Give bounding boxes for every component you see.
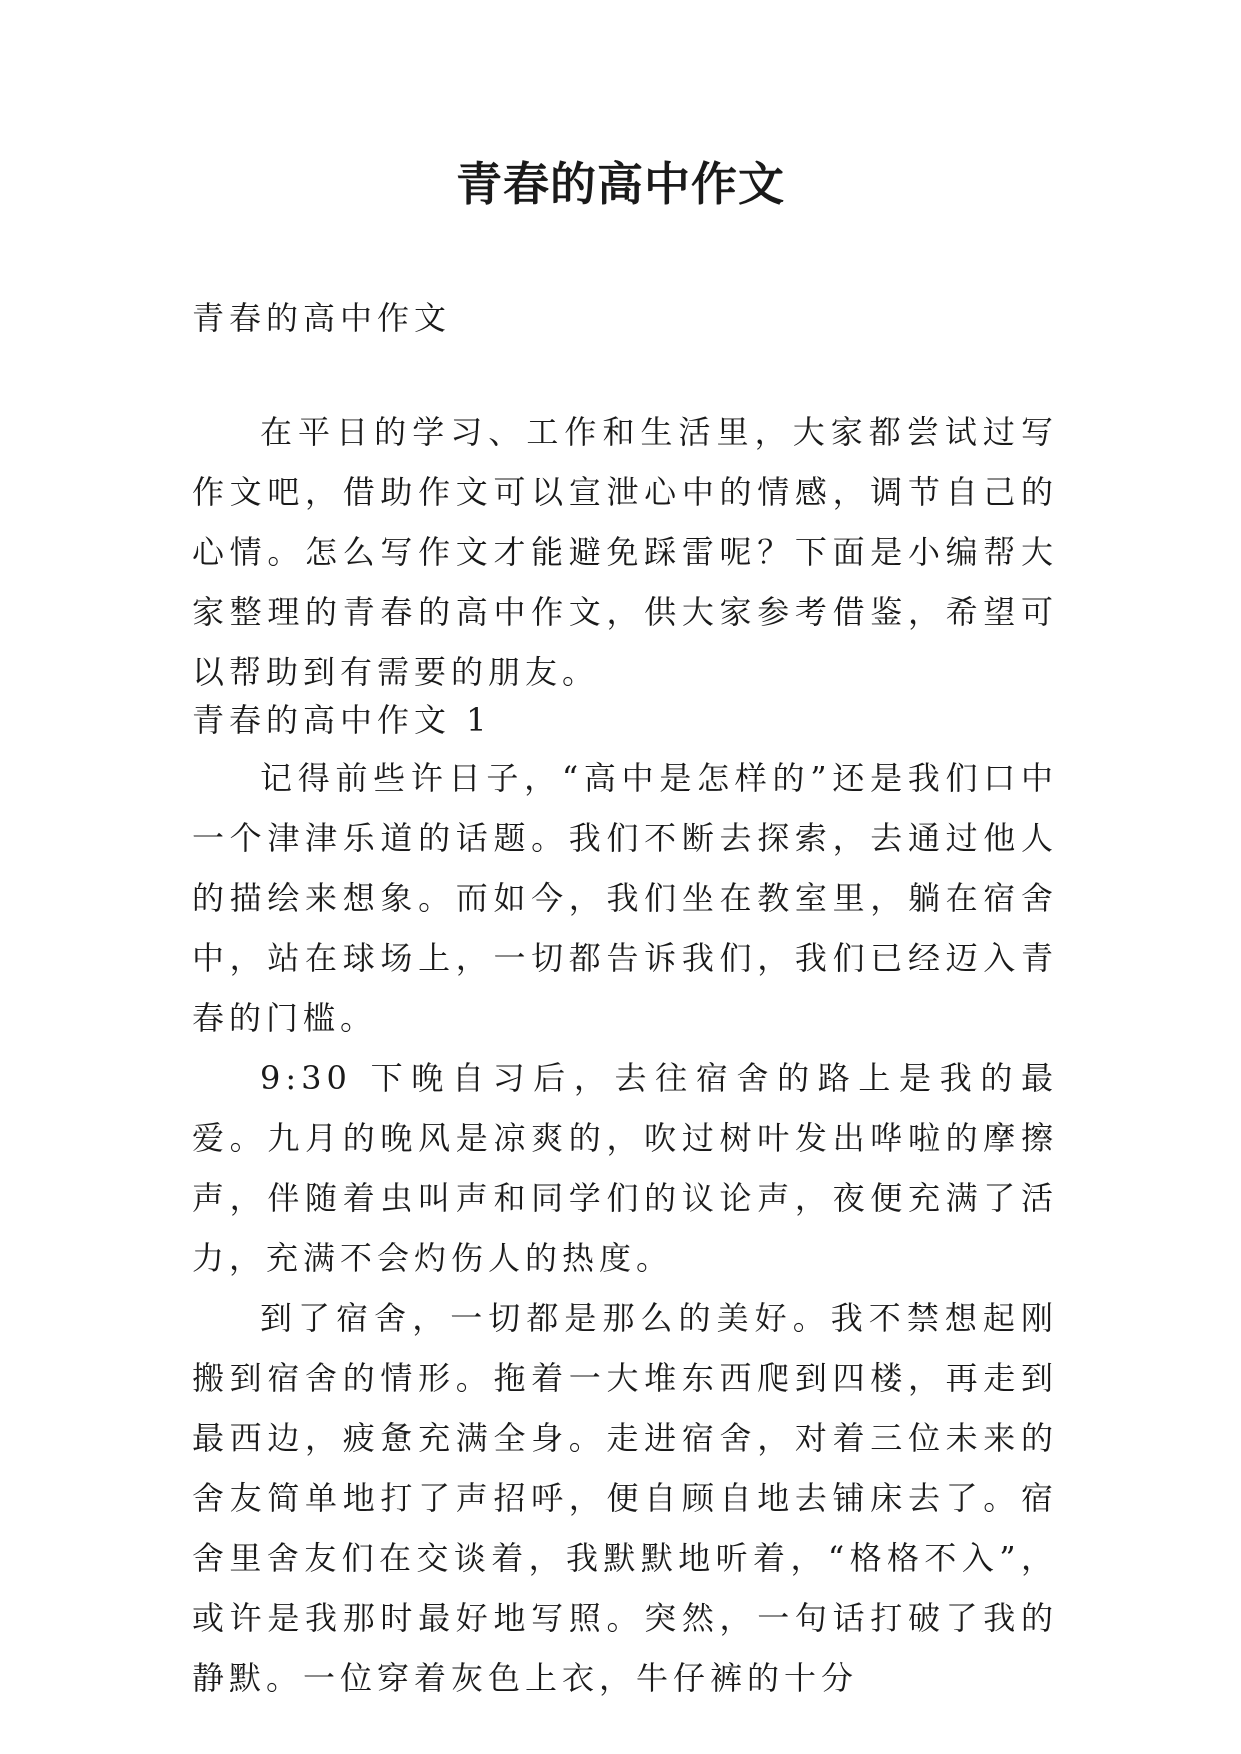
page-title: 青春的高中作文 <box>456 157 785 211</box>
document-subtitle: 青春的高中作文 <box>192 299 452 337</box>
essay-paragraph: 记得前些许日子，“高中是怎样的”还是我们口中一个津津乐道的话题。我们不断去探索，去通过他人的描绘来想象。而如今，我们坐在教室里，躺在宿舍中，站在球场上，一切都告诉我们，我们已经迈入青春的门槛。 <box>192 759 1058 1037</box>
section-heading: 青春的高中作文 1 <box>192 701 492 739</box>
intro-paragraph: 在平日的学习、工作和生活里，大家都尝试过写作文吧，借助作文可以宣泄心中的情感，调节自己的心情。怎么写作文才能避免踩雷呢？下面是小编帮大家整理的青春的高中作文，供大家参考借鉴，希望可以帮助到有需要的朋友。 <box>192 413 1058 691</box>
essay-paragraph: 9:30 下晚自习后，去往宿舍的路上是我的最爱。九月的晚风是凉爽的，吹过树叶发出哗啦的摩擦声，伴随着虫叫声和同学们的议论声，夜便充满了活力，充满不会灼伤人的热度。 <box>192 1059 1058 1277</box>
essay-paragraph: 到了宿舍，一切都是那么的美好。我不禁想起刚搬到宿舍的情形。拖着一大堆东西爬到四楼，再走到最西边，疲惫充满全身。走进宿舍，对着三位未来的舍友简单地打了声招呼，便自顾自地去铺床去了。宿舍里舍友们在交谈着，我默默地听着，“格格不入”，或许是我那时最好地写照。突然，一句话打破了我的静默。一位穿着灰色上衣，牛仔裤的十分 <box>192 1299 1058 1697</box>
essay-body <box>192 748 1058 1708</box>
